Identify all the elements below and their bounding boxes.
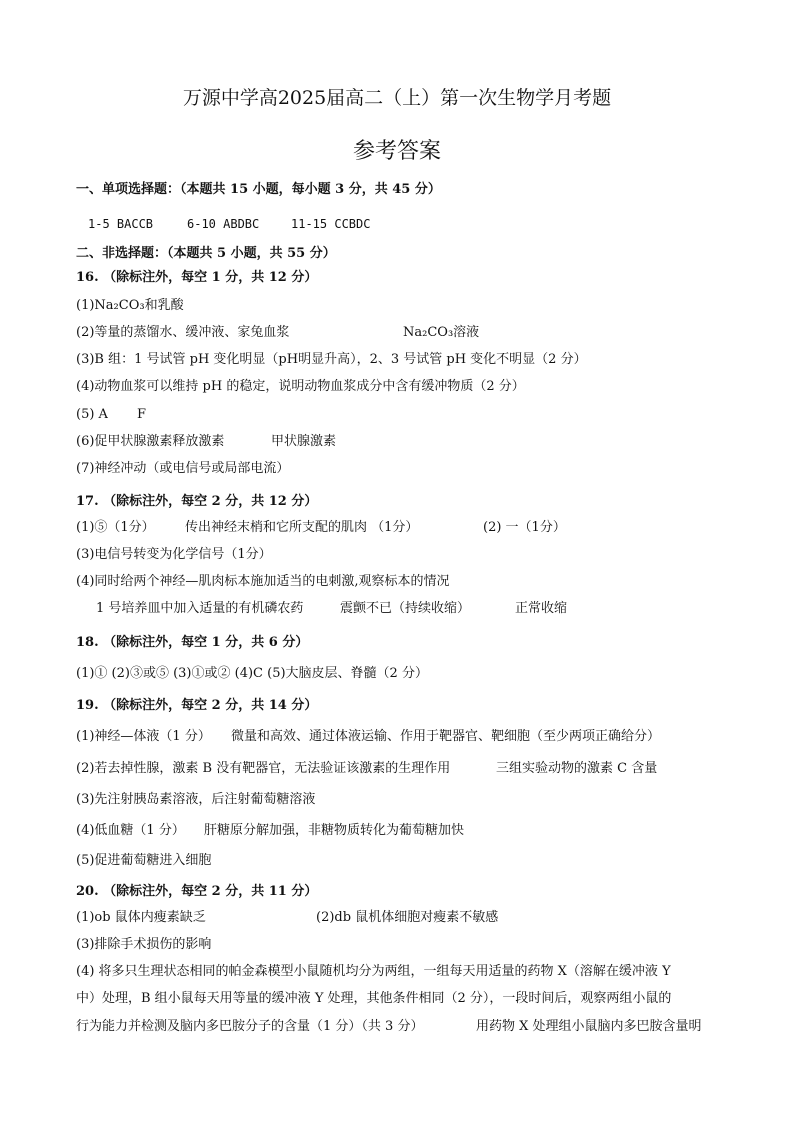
q16-line-5b: F (137, 407, 147, 422)
q19-line-1a: (1)神经—体液（1 分） (76, 729, 211, 744)
answer-subtitle: 参考答案 (352, 139, 441, 164)
q19-line-2b: 三组实验动物的激素 C 含量 (496, 761, 658, 776)
q17-line-1b: 传出神经末梢和它所支配的肌肉 （1分） (185, 520, 419, 535)
q19-line-4a: (4)低血糖（1 分） (76, 823, 185, 838)
q18-header: 18. （除标注外，每空 1 分，共 6 分） (76, 635, 309, 650)
q16-line-2b: Na₂CO₃溶液 (403, 325, 480, 340)
q16-line-5a: (5) A (76, 407, 108, 422)
q19-line-4b: 肝糖原分解加强，非糖物质转化为葡萄糖加快 (204, 823, 465, 838)
q17-line-5a: 1 号培养皿中加入适量的有机磷农药 (96, 601, 304, 616)
answers-11-15: 11-15 CCBDC (291, 217, 371, 231)
section-single-choice: 一、单项选择题：（本题共 15 小题，每小题 3 分，共 45 分） (76, 182, 441, 197)
q19-line-1b: 微量和高效、通过体液运输、作用于靶器官、靶细胞（至少两项正确给分） (231, 729, 661, 744)
q18-line-1: (1)① (2)③或⑤ (3)①或② (4)C (5)大脑皮层、脊髓（2 分） (76, 666, 428, 681)
q20-line-4: (4) 将多只生理状态相同的帕金森模型小鼠随机均分为两组，一组每天用适量的药物 X（溶解在缓冲液 Y (76, 964, 671, 979)
q20-line-5: 中）处理，B 组小鼠每天用等量的缓冲液 Y 处理，其他条件相同（2 分），一段时间后，观察两组小鼠的 (76, 991, 672, 1006)
q17-line-1c: (2) 一（1分） (483, 520, 566, 535)
q19-line-3: (3)先注射胰岛素溶液，后注射葡萄糖溶液 (76, 792, 316, 807)
q16-line-6b: 甲状腺激素 (271, 434, 337, 449)
q16-line-6a: (6)促甲状腺激素释放激素 (76, 434, 225, 449)
answers-6-10: 6-10 ABDBC (187, 217, 260, 231)
q17-line-4: (4)同时给两个神经—肌肉标本施加适当的电刺激,观察标本的情况 (76, 574, 450, 589)
q20-line-6b: 用药物 X 处理组小鼠脑内多巴胺含量明 (476, 1019, 702, 1034)
q20-header: 20. （除标注外，每空 2 分，共 11 分） (76, 884, 318, 899)
q19-header: 19. （除标注外，每空 2 分，共 14 分） (76, 698, 318, 713)
q20-line-6a: 行为能力并检测及脑内多巴胺分子的含量（1 分）（共 3 分） (76, 1019, 424, 1034)
q17-line-1a: (1)⑤（1分） (76, 520, 155, 535)
q17-line-3: (3)电信号转变为化学信号（1分） (76, 547, 272, 562)
exam-title: 万源中学高2025届高二（上）第一次生物学月考题 (182, 87, 612, 109)
q16-line-1: (1)Na₂CO₃和乳酸 (76, 298, 184, 313)
q16-line-4: (4)动物血浆可以维持 pH 的稳定，说明动物血浆成分中含有缓冲物质（2 分） (76, 379, 525, 394)
q19-line-2a: (2)若去掉性腺，激素 B 没有靶器官，无法验证该激素的生理作用 (76, 761, 451, 776)
q16-line-7: (7)神经冲动（或电信号或局部电流） (76, 461, 290, 476)
q16-line-2: (2)等量的蒸馏水、缓冲液、家兔血浆 (76, 325, 290, 340)
q16-header: 16. （除标注外，每空 1 分，共 12 分） (76, 270, 318, 285)
q17-line-5b: 震颤不已（持续收缩） (340, 601, 471, 616)
q17-line-5c: 正常收缩 (515, 601, 568, 616)
q20-line-1a: (1)ob 鼠体内瘦素缺乏 (76, 910, 206, 925)
section-non-choice: 二、非选择题：（本题共 5 小题，共 55 分） (76, 246, 336, 261)
q19-line-5: (5)促进葡萄糖进入细胞 (76, 853, 212, 868)
q20-line-3: (3)排除手术损伤的影响 (76, 937, 212, 952)
answers-1-5: 1-5 BACCB (88, 217, 154, 231)
q17-header: 17. （除标注外，每空 2 分，共 12 分） (76, 494, 318, 509)
q20-line-1b: (2)db 鼠机体细胞对瘦素不敏感 (316, 910, 499, 925)
q16-line-3: (3)B 组：1 号试管 pH 变化明显（pH明显升高），2、3 号试管 pH 变化不明显（2 分） (76, 352, 587, 367)
